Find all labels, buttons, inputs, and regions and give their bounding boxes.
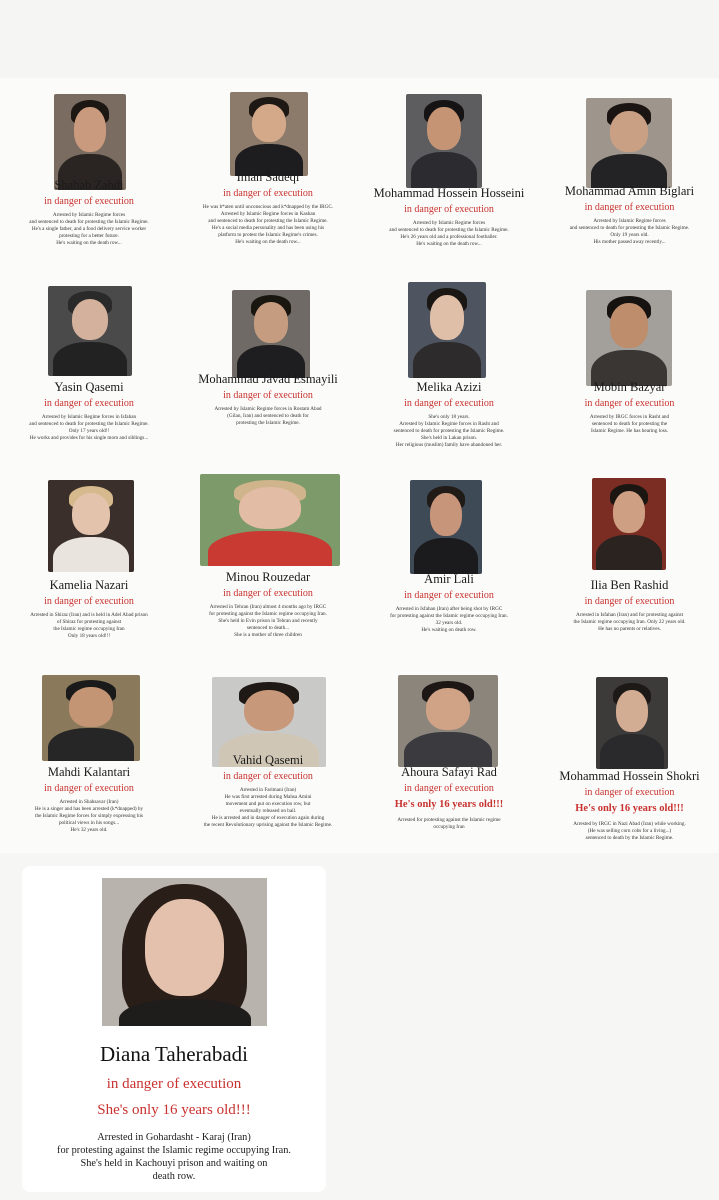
portrait-photo: [398, 675, 498, 767]
execution-status: in danger of execution: [44, 783, 134, 794]
portrait-photo: [230, 92, 308, 176]
description-line: Arrested by Islamic Regime forces: [593, 218, 666, 224]
description-line: sentenced to death for protesting the: [591, 421, 668, 427]
prisoner-card: [358, 470, 540, 665]
description-line: Her religious (muslim) family have abandoned her.: [395, 442, 503, 448]
execution-status: in danger of execution: [404, 398, 494, 409]
description-line: the Islamic regime occupying Iran. Only 22 years old.: [573, 619, 686, 625]
prisoner-name: Minou Rouzedar: [225, 570, 311, 584]
description-line: sentenced to death by the Islamic Regime.: [585, 835, 674, 841]
description-line: He's waiting on the death row...: [416, 241, 482, 247]
description-line: He is arrested and in danger of execution again during: [211, 815, 325, 821]
portrait-photo: [42, 675, 140, 761]
prisoner-card: [178, 663, 358, 858]
prisoner-name: Vahid Qasemi: [232, 753, 304, 767]
description-line: movement and put on execution row, but: [225, 801, 311, 807]
description-line: Only 18 years old!!!: [67, 633, 111, 639]
prisoner-card: [178, 470, 358, 665]
age-note: He's only 16 years old!!!: [575, 803, 684, 814]
prisoner-description: [358, 817, 540, 831]
execution-status: in danger of execution: [584, 596, 675, 607]
description-line: He's waiting on the death row...: [235, 239, 301, 245]
description-line: He's waiting on death row.: [421, 627, 477, 633]
top-margin: [0, 0, 719, 78]
description-line: the Islamic regime occupying Iran: [53, 626, 125, 632]
prisoner-name: Shahab Zahdi: [54, 178, 124, 192]
description-line: He was first arrested during Mahsa Amini: [224, 794, 312, 800]
description-line: eventually released on bail.: [239, 808, 297, 814]
prisoner-card: [0, 663, 178, 858]
portrait-photo: [596, 677, 668, 769]
execution-status: in danger of execution: [44, 398, 134, 409]
description-line: the Islamic Regime forces for simply expressing his: [35, 813, 143, 819]
prisoner-name: Mohammad Hossein Shokri: [559, 769, 700, 783]
prisoner-description: [540, 218, 719, 246]
description-line: Arrested in Shiraz (Iran) and is held in Adel Abad prison: [30, 612, 148, 618]
description-line: protesting the Islamic Regime.: [236, 420, 300, 426]
description-line: Arrested by IRGC forces in Rasht and: [589, 414, 670, 420]
description-line: the recent Revolutionary uprising against the Islamic Regime.: [203, 822, 333, 828]
prisoner-name: Ilia Ben Rashid: [590, 578, 669, 592]
execution-status: in danger of execution: [44, 196, 134, 207]
prisoner-name: Amir Lali: [424, 572, 474, 586]
description-line: Arrested by Islamic Regime forces in Rostam Abad: [214, 406, 322, 412]
description-line: He's a single father, and a food delivery service worker: [31, 226, 147, 232]
description-line: Arrested in Isfahan (Iran) after being shot by IRGC: [395, 606, 503, 612]
description-line: (Gilan, Iran) and sentenced to death for: [227, 413, 309, 419]
portrait-photo: [200, 474, 340, 566]
portrait-photo: [232, 290, 310, 378]
description-line: Arrested in Farimani (Iran): [239, 787, 297, 793]
description-line: political views in his songs...: [58, 820, 120, 826]
prisoner-card: [0, 78, 178, 273]
prisoner-card: [0, 470, 178, 665]
prisoner-description: [178, 787, 358, 829]
prisoner-card: [358, 78, 540, 273]
description-line: Only 19 years old.: [610, 232, 649, 238]
prisoner-card: [540, 78, 719, 273]
prisoner-name: Melika Azizi: [416, 380, 482, 394]
description-line: and sentenced to death for protesting the Islamic Regime.: [569, 225, 690, 231]
description-line: sentenced to death for protesting the Islamic Regime.: [393, 428, 505, 434]
description-line: of Shiraz for protesting against: [56, 619, 122, 625]
featured-desc-line: death row.: [152, 1171, 196, 1182]
description-line: She's held in Lakan prison.: [420, 435, 478, 441]
execution-status: in danger of execution: [223, 771, 313, 782]
prisoner-description: [178, 204, 358, 246]
prisoner-name: Yasin Qasemi: [54, 380, 124, 394]
prisoner-name: Kamelia Nazari: [49, 578, 129, 592]
description-line: She's only 18 years.: [428, 414, 470, 420]
description-line: Arrested by Islamic Regime forces: [412, 220, 486, 226]
featured-desc-line: Arrested in Gohardasht - Karaj (Iran): [97, 1132, 251, 1143]
prisoner-description: [0, 799, 178, 834]
prisoner-description: [540, 821, 719, 842]
prisoner-description: [178, 406, 358, 427]
description-line: She's held in Evin prison in Tehran and recently: [218, 618, 318, 624]
prisoner-card: [178, 78, 358, 273]
featured-name: Diana Taherabadi: [100, 1042, 248, 1066]
execution-status: in danger of execution: [404, 783, 494, 794]
featured-photo: [102, 878, 267, 1026]
prisoner-card: [540, 663, 719, 858]
description-line: His mother passed away recently...: [593, 239, 666, 245]
description-line: He's 32 years old.: [70, 827, 108, 833]
prisoner-card: [358, 663, 540, 858]
portrait-photo: [408, 282, 486, 378]
prisoner-grid: [0, 78, 719, 853]
description-line: and sentenced to death for protesting the Islamic Regime.: [208, 218, 328, 224]
description-line: sentenced to death...: [246, 625, 290, 631]
portrait-photo: [592, 478, 666, 570]
prisoner-name: Ahoura Safayi Rad: [401, 765, 497, 779]
description-line: 32 years old.: [435, 620, 463, 626]
prisoner-description: [0, 212, 178, 247]
prisoner-description: [358, 220, 540, 248]
description-line: for protesting against the Islamic regime occupying Iran.: [209, 611, 327, 617]
prisoner-description: [358, 606, 540, 634]
featured-desc-line: She's held in Kachouyi prison and waiting on: [80, 1158, 268, 1169]
age-note: He's only 16 years old!!!: [394, 799, 504, 810]
description-line: Arrested for protesting against the Islamic regime: [397, 817, 501, 823]
description-line: and sentenced to death for protesting the Islamic Regime.: [389, 227, 509, 233]
prisoner-name: Mahdi Kalantari: [47, 765, 131, 779]
prisoner-card: [178, 276, 358, 471]
description-line: protesting for a better future.: [59, 233, 119, 239]
portrait-photo: [406, 94, 482, 188]
description-line: Arrested by Islamic Regime forces in Rasht and: [399, 421, 499, 427]
description-line: He's waiting on the death row...: [56, 240, 122, 246]
description-line: and sentenced to death for protesting the Islamic Regime.: [29, 421, 149, 427]
prisoner-description: [178, 604, 358, 639]
portrait-photo: [48, 480, 134, 572]
featured-age-note: She's only 16 years old!!!: [97, 1102, 251, 1118]
prisoner-description: [0, 414, 178, 442]
description-line: He is a singer and has been arrested (k*dnapped) by: [34, 806, 144, 812]
prisoner-card: [358, 276, 540, 471]
description-line: occupying Iran: [433, 824, 465, 830]
description-line: platform to protest the Islamic Regime's crimes.: [218, 232, 318, 238]
description-line: and sentenced to death for protesting the Islamic Regime.: [29, 219, 149, 225]
featured-status: in danger of execution: [106, 1076, 242, 1092]
execution-status: in danger of execution: [404, 204, 494, 215]
prisoner-name: Mohammad Javad Esmayili: [198, 372, 338, 386]
prisoner-description: [540, 414, 719, 435]
prisoner-card: [540, 470, 719, 665]
portrait-photo: [586, 98, 672, 188]
description-line: for protesting against the Islamic regime occupying Iran.: [390, 613, 508, 619]
description-line: Arrested in Shahsavar (Iran): [59, 799, 119, 805]
portrait-photo: [48, 286, 132, 376]
portrait-photo: [54, 94, 126, 190]
description-line: Arrested in Isfahan (Iran) and for protesting against: [575, 612, 684, 618]
portrait-photo: [410, 480, 482, 574]
prisoner-card: [0, 276, 178, 471]
execution-status: in danger of execution: [404, 590, 494, 601]
description-line: Arrested in Tehran (Iran) almost 4 months ago by IRGC: [209, 604, 327, 610]
prisoner-name: Mohammad Hossein Hosseini: [373, 186, 525, 200]
prisoner-card: [540, 276, 719, 471]
prisoner-name: Iman Sadeqi: [236, 170, 300, 184]
execution-status: in danger of execution: [584, 787, 675, 798]
execution-status: in danger of execution: [223, 588, 313, 599]
featured-description: [22, 1131, 326, 1183]
description-line: Arrested by Islamic Regime forces: [52, 212, 126, 218]
prisoner-name: Mohammad Amin Biglari: [564, 184, 695, 198]
execution-status: in danger of execution: [44, 596, 134, 607]
description-line: Arrested by Islamic Regime forces in Kashan: [220, 211, 316, 217]
featured-card: [22, 866, 326, 1192]
prisoner-description: [358, 414, 540, 449]
execution-status: in danger of execution: [223, 390, 313, 401]
execution-status: in danger of execution: [223, 188, 313, 199]
featured-desc-line: for protesting against the Islamic regime occupying Iran.: [57, 1145, 291, 1156]
execution-status: in danger of execution: [584, 202, 675, 213]
description-line: She is a mother of three children: [234, 632, 302, 638]
description-line: He's 26 years old and a professional footballer.: [400, 234, 498, 240]
description-line: He's a social media personality and has been using his: [211, 225, 325, 231]
description-line: Arrested by Islamic Regime forces in Isfahan: [41, 414, 137, 420]
description-line: Islamic Regime. He has hearing loss.: [590, 428, 669, 434]
execution-status: in danger of execution: [584, 398, 675, 409]
prisoner-description: [0, 612, 178, 640]
description-line: Arrested by IRGC in Nazi Abad (Iran) while working.: [573, 821, 686, 827]
prisoner-name: Mobin Bazyar: [593, 380, 666, 394]
portrait-photo: [586, 290, 672, 386]
blank-area: [340, 860, 719, 1200]
description-line: He was b*aten until unconscious and k*dnapped by the IRGC.: [202, 204, 334, 210]
prisoner-description: [540, 612, 719, 633]
description-line: He works and provides for his single mom and siblings...: [29, 435, 149, 441]
description-line: He has no parents or relatives.: [598, 626, 661, 632]
description-line: Only 17 years old!!: [68, 428, 110, 434]
description-line: (He was selling corn cobs for a living...): [587, 828, 672, 834]
